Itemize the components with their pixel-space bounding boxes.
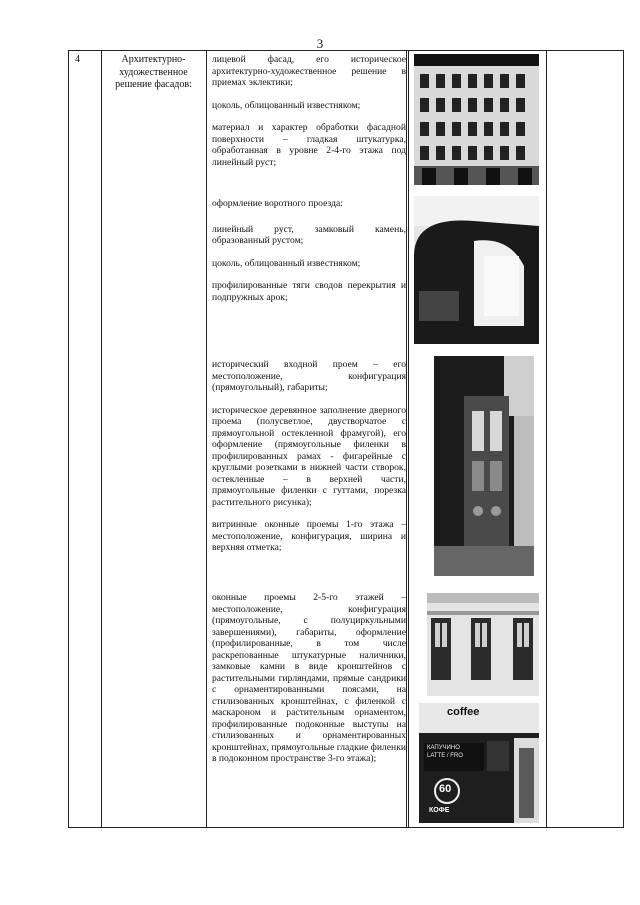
description-group-windows (212, 592, 406, 776)
description-group-entrance (212, 359, 406, 565)
description-paragraph: цоколь, облицованный известняком; (212, 99, 361, 111)
column-divider (546, 51, 547, 827)
row-name: Архитектурно-художественное решение фасадов: (115, 54, 192, 90)
description-paragraph: исторический входной проем – его местоположение, конфигурация (прямоугольный), габариты; (212, 359, 406, 393)
description-paragraph: историческое деревянное заполнение дверного проема (полусветлое, двустворчатое с прямоугольной остекленной фрамугой), его оформление (прямоугольные филенки в профилированных рамах - фигарейные с круглыми розетками в нижней части створок, остекленные – в верхней части, прямоугольные филенки с гуттами, порезка растительного рисунка); (212, 404, 406, 508)
description-paragraph: витринные оконные проемы 1-го этажа – местоположение, конфигурация, ширина и верхняя отметка; (212, 519, 406, 553)
facade-photo (414, 54, 539, 185)
description-paragraph: линейный руст, замковый камень, образованный рустом; (212, 223, 406, 246)
upper-windows-photo (427, 593, 539, 696)
description-group-facade (212, 54, 406, 179)
column-divider (101, 51, 102, 827)
shop-badge-text: 60 (439, 783, 452, 795)
entrance-door-photo (434, 356, 534, 576)
column-divider (206, 51, 207, 827)
shop-panel-text: КАПУЧИНО (427, 745, 460, 751)
description-table (68, 50, 624, 828)
column-divider (406, 51, 409, 827)
description-paragraph: оконные проемы 2-5-го этажей – местоположение, конфигурация (прямоугольные, с полуциркульными завершениями), габариты, оформление (профилированные, в том числе раскрепованные штукатурные наличники, замковые камни в виде кронштейнов с растительными гирляндами, прямые сандрики с орнаментированными поясами, на стилизованных кронштейнах, с филенкой с маскароном и растительным орнаментом, профилированные подоконные выступы на стилизованных и орнаментированных кронштейнах, прямоугольные гладкие филенки в подоконном пространстве 3-го этажа); (212, 592, 406, 764)
shop-bottom-text: КОФЕ (429, 807, 450, 814)
description-paragraph: материал и характер обработки фасадной поверхности – гладкая штукатурка, обработанная в уровне 2-4-го этажа под линейный руст; (212, 122, 406, 168)
shop-panel-text: LATTE / FRO (427, 753, 463, 759)
row-number: 4 (75, 54, 80, 65)
description-paragraph: оформление воротного проезда: (212, 198, 343, 209)
shop-sign-text: coffee (447, 706, 480, 718)
gateway-arch-photo (414, 196, 539, 344)
description-paragraph: лицевой фасад, его историческое архитектурно-художественное решение в приемах эклектики; (212, 54, 406, 88)
description-paragraph: профилированные тяги сводов перекрытия и подпружных арок; (212, 280, 406, 303)
page-number: 3 (316, 36, 324, 51)
description-paragraph: цоколь, облицованный известняком; (212, 257, 361, 269)
shop-front-photo (419, 703, 539, 823)
description-group-gateway (212, 198, 406, 314)
